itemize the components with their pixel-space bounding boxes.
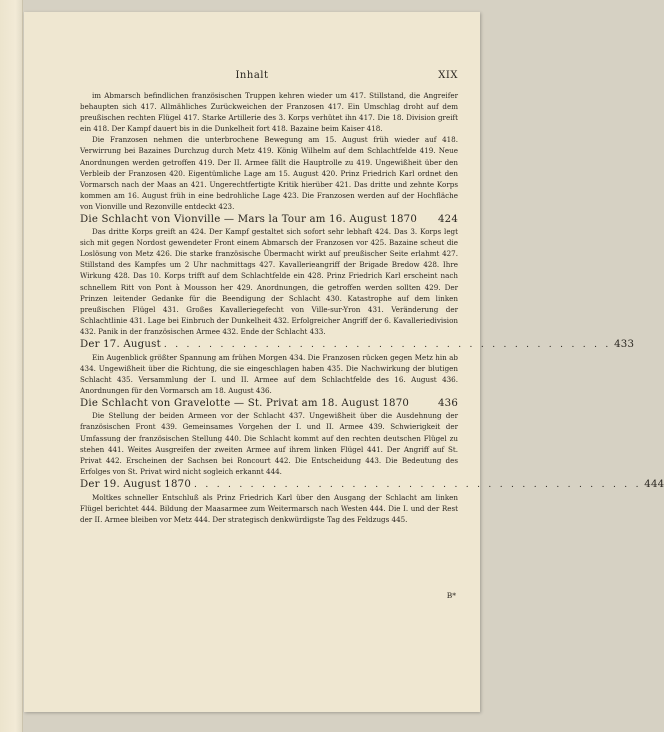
toc-section: [80, 134, 458, 212]
heading-page: 433: [614, 338, 635, 350]
toc-section: [80, 478, 664, 525]
running-title: Inhalt: [235, 70, 269, 81]
heading-page: 436: [437, 398, 458, 410]
heading-text: Die Schlacht von Vionville — Mars la Tour am 16. August 1870: [80, 214, 418, 226]
toc-content: [80, 90, 664, 525]
section-text: Moltkes schneller Entschluß als Prinz Friedrich Karl über den Ausgang der Schlacht am linken Flügel berichtet 444. Bildung der Maasarmee zum Weitermarsch nach Westen 444. Die I. und der Rest der II. Armee bleiben vor Metz 444. Der strategisch denkwürdigste Tag des Feldzugs 445.: [80, 492, 458, 525]
heading-text: Der 19. August 1870: [80, 478, 192, 490]
heading-page: 424: [437, 214, 458, 226]
toc-section: [80, 397, 458, 477]
leader-dots: . . . . . . . . . . . . . . . . . . . . . . . . . . . . . . . . . . . . . . . .: [163, 339, 612, 350]
page-header: [24, 70, 480, 84]
section-text: Die Stellung der beiden Armeen vor der Schlacht 437. Ungewißheit über die Ausdehnung der französischen Front 439. Gemeinsames Vorgehen der I. und II. Armee 439. Schwierigkeit der Umfassung der französischen Stellung 440. Die Schlacht kommt auf den rechten deutschen Flügel zu stehen 441. Weites Ausgreifen der zweiten Armee auf ihrem linken Flügel 441. Der Angriff auf St. Privat 442. Erscheinen der Sachsen bei Roncourt 442. Die Entscheidung 443. Die Bedeutung des Erfolges von St. Privat wird nicht sogleich erkannt 444.: [80, 411, 458, 476]
section-text: Ein Augenblick größter Spannung am frühen Morgen 434. Die Franzosen rücken gegen Metz hin ab 434. Ungewißheit über die Richtung, die sie eingeschlagen haben 435. Die Nachwirkung der blutigen Schlacht 435. Versammlung der I. und II. Armee auf dem Schlachtfelde des 16. August 436. Anordnungen für den Vormarsch am 18. August 436.: [80, 352, 458, 396]
leader-dots: . . . . . . . . . . . . . . . . . . . . . . . . . . . . . . . . . . . . . . . .: [194, 479, 642, 490]
book-page: [24, 12, 664, 712]
heading-text: Die Schlacht von Gravelotte — St. Privat am 18. August 1870: [80, 398, 410, 410]
section-heading: [80, 338, 635, 352]
toc-section: [80, 213, 458, 337]
toc-section: [80, 338, 635, 396]
heading-text: Der 17. August: [80, 338, 161, 350]
page-number: XIX: [438, 70, 458, 81]
toc-section: [80, 90, 458, 134]
section-text: im Abmarsch befindlichen französischen Truppen kehren wieder um 417. Stillstand, die Angreifer behaupten sich 417. Allmähliches Zurückweichen der Franzosen 417. Ein Umschlag droht auf dem preußischen rechten Flügel 417. Starke Artillerie des 3. Korps verhütet ihn 417. Die 18. Division greift ein 418. Der Kampf dauert bis in die Dunkelheit fort 418. Bazaine beim Kaiser 418.: [80, 91, 458, 134]
section-heading: [80, 478, 664, 492]
section-text: Die Franzosen nehmen die unterbrochene Bewegung am 15. August früh wieder auf 418. Verwirrung bei Bazaines Durchzug durch Metz 419. König Wilhelm auf dem Schlachtfelde 419. Neue Anordnungen werden getroffen 419. Der II. Armee fällt die Hauptrolle zu 419. Ungewißheit über den Verbleib der Franzosen 420. Eigentümliche Lage am 15. August 420. Prinz Friedrich Karl ordnet den Vormarsch nach der Maas an 421. Ungerechtfertigte Kritik hierüber 421. Das dritte und zehnte Korps kommen am 16. August früh in eine bedrohliche Lage 423. Die Franzosen werden auf der Hochfläche von Vionville und Rezonville entdeckt 423.: [80, 135, 458, 211]
section-text: Das dritte Korps greift an 424. Der Kampf gestaltet sich sofort sehr lebhaft 424. Das 3. Korps legt sich mit gegen Nordost gewendeter Front einem Abmarsch der Franzosen vor 425. Bazaine scheut die Loslösung von Metz 426. Die starke französische Übermacht wirkt auf preußischer Seite erlahmt 427. Stillstand des Kampfes um 2 Uhr nachmittags 427. Kavallerieangriff der Brigade Bredow 428. Ihre Wirkung 428. Das 10. Korps trifft auf dem Schlachtfelde ein 428. Prinz Friedrich Karl erscheint nach schnellem Ritt von Pont à Mousson her 429. Anordnungen, die getroffen werden sollten 429. Der Prinzen leitender Gedanke für die Beendigung der Schlacht 430. Katastrophe auf dem linken preußischen Flügel 431. Großes Kavalleriegefecht von Ville-sur-Yron 431. Veränderung der Schlachtlinie 431. Lage bei Einbruch der Dunkelheit 432. Erfolgreicher Angriff der 6. Kavalleriedivision 432. Panik in der französischen Armee 432. Ende der Schlacht 433.: [80, 227, 458, 336]
section-heading: [80, 213, 458, 226]
section-heading: [80, 397, 458, 410]
printer-signature: B*: [446, 591, 456, 600]
left-page-edge: [0, 0, 23, 732]
heading-page: 444: [644, 478, 664, 490]
